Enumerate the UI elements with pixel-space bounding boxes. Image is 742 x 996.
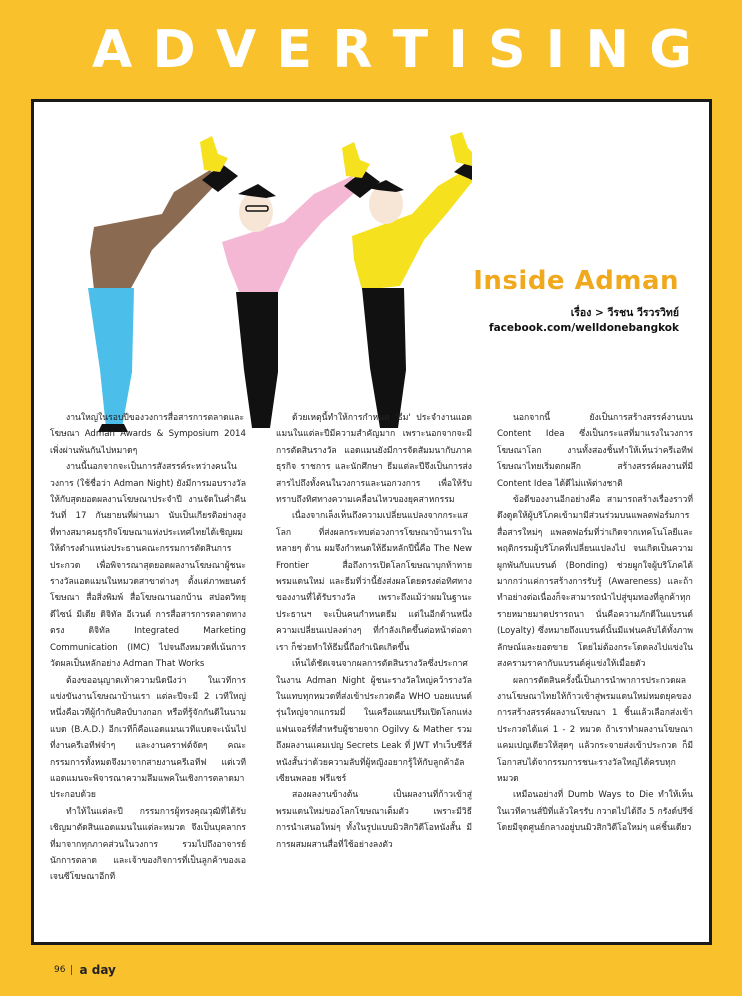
article-page <box>31 99 712 945</box>
section-title <box>92 22 692 78</box>
figure-brown-torso <box>90 170 220 290</box>
title-letter: A <box>92 20 133 80</box>
paragraph: ข้อดีของงานอีกอย่างคือ สามารถสร้างเรื่องราวที่ดึงดูดให้ผู้บริโภคเข้ามามีส่วนร่วมบนแพลตฟอร์มการสื่อสารใหม่ๆ แพลตฟอร์มที่ว่าเกิดจากเทคโนโลยีและพฤติกรรมผู้บริโภคที่เปลี่ยนแปลงไป จนเกิดเป็นความผูกพันกับแบรนด์ (Bonding) ช่วยผูกใจผู้บริโภคได้มากกว่าแค่การสร้างการรับรู้ (Awareness) และถ้าทำอย่างต่อเนื่องก็จะสามารถนำไปสู่ขุมทองที่ลูกค้าทุกรายหมายมาดปรารถนา นั่นคือความภักดีในแบรนด์ (Loyalty) ซึ่งหมายถึงแบรนด์นั้นมีแฟนคลับได้ทั้งภาพลักษณ์และยอดขาย โดยไม่ต้องกระโดดลงไปแข่งในสงครามราคากับแบรนด์คู่แข่งให้เมื่อยตัว <box>497 495 693 670</box>
page-footer <box>54 960 116 980</box>
title-letter: V <box>215 20 257 80</box>
paragraph: นอกจากนี้ ยังเป็นการสร้างสรรค์งานบน Content Idea ซึ่งเป็นกระแสที่มาแรงในวงการโฆษณาโลก งานทั้งสองชิ้นทำให้เห็นว่าครีเอทีฟโฆษณาไทยเริ่มตกผลึก สร้างสรรค์ผลงานที่มี Content Idea ได้ดีไม่แพ้ต่างชาติ <box>497 413 693 489</box>
paragraph: เหมือนอย่างที่ Dumb Ways to Die ทำให้เห็นในเวทีคานส์ปีที่แล้วใครรับ กวาดไปได้ถึง 5 กรังด์ปรีซ์ โดยมีจุดศูนย์กลางอยู่บนมิวสิกวิดีโอใหม่ๆ แค่ชิ้นเดียว <box>497 790 693 834</box>
header-band <box>0 0 742 100</box>
paragraph: เห็นได้ชัดเจนจากผลการตัดสินรางวัลซึ่งประกาศในงาน Adman Night ผู้ชนะรางวัลใหญ่คว้ารางวัลในแทบทุกหมวดที่ส่งเข้าประกวดคือ WHO บอยแบนด์รุ่นใหญ่จากแกรมมี่ ในเครือแผนเปรีมเปิดโลกแห่งแฟนเจอร์ที่สำหรับผู้ชายจาก Ogilvy & Mather รวมถึงผลงานแคมเปญ Secrets Leak ที่ JWT ทำเว็บซีรีส์หนังสั้นว่าด้วยความลับที่ผู้หญิงอยากรู้ให้กับลูกค้าอัลเซียนพลอย ฟรีแชร์ <box>276 659 472 784</box>
title-letter: S <box>488 20 526 80</box>
facebook-link[interactable]: facebook.com/welldonebangkok <box>489 322 679 334</box>
column-title: Inside Adman <box>473 266 679 296</box>
title-letter: T <box>392 20 429 80</box>
figure-yellow-pants <box>362 288 406 428</box>
paragraph: ทำให้ในแต่ละปี กรรมการผู้ทรงคุณวุฒิที่ได้รับเชิญมาตัดสินแอดแมนในแต่ละหมวด จึงเป็นบุคลากรที่มาจากทุกภาคส่วนในวงการ รวมไปถึงอาจารย์ นักการตลาด และเจ้าของกิจการที่เป็นลูกค้าของเอเจนซีโฆษณาอีกที <box>50 806 246 883</box>
article-column-1 <box>50 410 246 930</box>
figure-pink-head <box>239 192 273 232</box>
paragraph: เนื่องจากเล็งเห็นถึงความเปลี่ยนแปลงจากกระแสโลก ที่ส่งผลกระทบต่อวงการโฆษณาบ้านเราในหลายๆ ด้าน ผมจึงกำหนดให้ธีมหลักปีนี้คือ The New Frontier สื่อถึงการเปิดโลกโฆษณาบุกท้าทายพรมแดนใหม่ และธีมที่ว่านี้ยังส่งผลโดยตรงต่อทิศทางของงานที่ได้รับรางวัล เพราะถึงแม้ว่าผมในฐานะประธานฯ จะเป็นคนกำหนดธีม แต่ในอีกด้านหนึ่ง ความเปลี่ยนแปลงต่างๆ ที่กำลังเกิดขึ้นต่อหน้าต่อตาเรา ก็ช่วยทำให้ธีมนี้ถือกำเนิดเกิดขึ้น <box>276 511 472 653</box>
title-letter: D <box>152 20 196 80</box>
figure-brown <box>88 136 238 432</box>
article-column-2 <box>276 410 472 930</box>
figure-pink <box>222 142 380 428</box>
paragraph: ผลการตัดสินครั้งนี้เป็นการนำพาการประกวดผลงานโฆษณาไทยให้ก้าวเข้าสู่พรมแดนใหม่หมดยุคของการสร้างสรรค์ผลงานโฆษณา 1 ชิ้นแล้วเลือกส่งเข้าประกวดได้แค่ 1 - 2 หมวด ถ้าเราทำผลงานโฆษณาแคมเปญเดียวให้สุดๆ แล้วกระจายส่งเข้าประกวด ก็มีโอกาสบได้จากรรมการชนะรางวัลใหญ่ได้ครบทุกหมวด <box>497 675 693 784</box>
title-letter: G <box>649 20 692 80</box>
author-credit: เรื่อง > วีรชน วีรวรวิทย์ <box>570 307 679 319</box>
article-body <box>50 410 693 930</box>
title-letter: I <box>448 20 468 80</box>
figure-pink-hair <box>238 184 276 198</box>
paragraph: ด้วยเหตุนี้ทำให้การกำหนด 'ธีม' ประจำงานแอดแมนในแต่ละปีมีความสำคัญมาก เพราะนอกจากจะมีการตัดสินรางวัล แอดแมนยังมีการจัดสัมมนากับภาคธุรกิจ ราชการ และนักศึกษา ธีมแต่ละปีจึงเป็นการส่งสารไปถึงทั้งคนในวงการและนอกวงการ เพื่อให้รับทราบถึงทิศทางความเคลื่อนไหวของยุคสาหกรรม <box>276 413 472 506</box>
title-letter: I <box>545 20 566 80</box>
title-letter: R <box>332 20 373 80</box>
paragraph: ต้องขออนุญาตเท้าความนิดนึงว่า ในเวทีการแข่งขันงานโฆษณาบ้านเรา แต่ละปีจะมี 2 เวทีใหญ่ หนึ่งคือเวทีผู้กำกับศิลป์บางกอก หรือที่รู้จักกันดีในนามแบด (B.A.D.) อีกเวทีก็คือแอดแมนเวทีแบดจะเน้นไปที่งานครีเอทีฟจ๋าๆ และงานคราฟต์จัดๆ คณะกรรมการทั้งหมดจึงมาจากสายงานครีเอทีฟ แต่เวทีแอดแมนจะพิจารณาความลึมแพคในเชิงการตลาดมาประกอบด้วย <box>50 675 246 801</box>
title-letter: N <box>585 20 629 80</box>
paragraph: งานใหญ่ในรอบปีของวงการสื่อสารการตลาดและโฆษณา Adman Awards & Symposium 2014 เพิ่งผ่านพ้นกันไปหมาดๆ <box>50 413 246 456</box>
magazine-name: a day <box>79 963 116 977</box>
figure-yellow-trophy <box>450 132 472 166</box>
page-number: 96 <box>54 965 72 975</box>
column-label <box>454 266 679 336</box>
title-letter: E <box>276 20 313 80</box>
figure-pink-pants <box>236 292 278 428</box>
figure-brown-pants <box>88 288 134 428</box>
article-column-3 <box>497 410 693 930</box>
paragraph: งานนี้นอกจากจะเป็นการสังสรรค์ระหว่างคนในวงการ (ใช้ชื่อว่า Adman Night) ยังมีการมอบรางวัลให้กับสุดยอดผลงานโฆษณาประจำปี งานจัดในค่ำคืนวันที่ 17 กันยายนที่ผ่านมา นับเป็นเกียรติอย่างสูงที่ทางสมาคมธุรกิจโฆษณาแห่งประเทศไทยได้เชิญผมให้ดำรงตำแหน่งประธานคณะกรรมการตัดสินการประกวด เพื่อพิจารณาสุดยอดผลงานโฆษณาผู้ชนะรางวัลแอดแมนในหมวดสาขาต่างๆ ตั้งแต่ภาพยนตร์โฆษณา สื่อสิ่งพิมพ์ สื่อโฆษณานอกบ้าน สปอตวิทยุ ดีไซน์ มีเดีย ดิจิทัล อีเวนต์ การสื่อสารการตลาดทางตรง ดิจิทัล Integrated Marketing Communication (IMC) ไปจนถึงหมวดที่เน้นการวัดผลเป็นหลักอย่าง Adman That Works <box>50 462 246 670</box>
paragraph: สองผลงานข้างต้น เป็นผลงานที่ก้าวเข้าสู่พรมแดนใหม่ของโลกโฆษณาเต็มตัว เพราะมีวิธีการนำเสนอใหม่ๆ ทั้งในรูปแบบมิวสิกวิดีโอหนังสั้น มีการผสมผสานสื่อที่ใช้อย่างลงตัว <box>276 790 472 850</box>
